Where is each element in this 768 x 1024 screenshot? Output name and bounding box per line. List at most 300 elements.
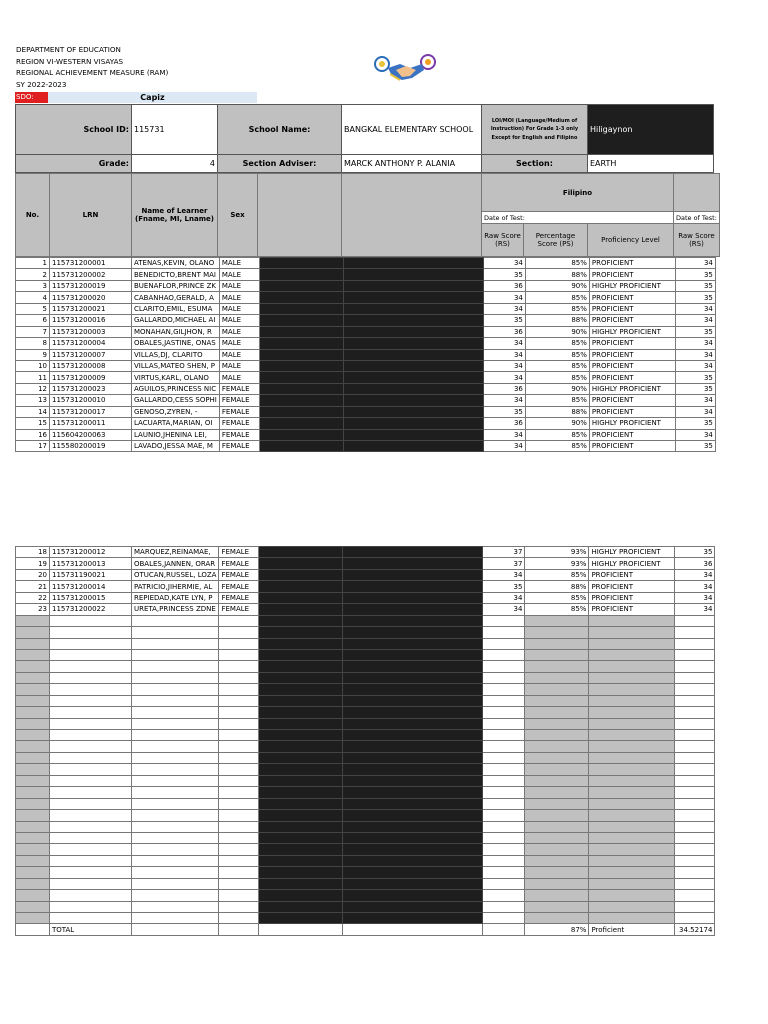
row-lrn[interactable]: [50, 764, 132, 775]
row-lrn[interactable]: [50, 878, 132, 889]
row-raw-score[interactable]: 36: [483, 326, 525, 337]
row-raw-score-2[interactable]: [675, 752, 715, 763]
row-raw-score[interactable]: 34: [483, 349, 525, 360]
row-raw-score[interactable]: [483, 775, 525, 786]
row-sex[interactable]: FEMALE: [219, 547, 259, 558]
row-lrn[interactable]: 115731200012: [50, 547, 132, 558]
row-lrn[interactable]: [50, 832, 132, 843]
row-sex[interactable]: [219, 890, 259, 901]
row-raw-score[interactable]: [483, 913, 525, 924]
row-lrn[interactable]: [50, 649, 132, 660]
row-raw-score[interactable]: [483, 730, 525, 741]
row-raw-score-2[interactable]: 35: [675, 547, 715, 558]
row-name[interactable]: GALLARDO,CESS SOPHI: [132, 395, 220, 406]
row-raw-score[interactable]: 35: [483, 269, 525, 280]
table-row: [16, 315, 716, 326]
row-lrn[interactable]: 115731200014: [50, 581, 132, 592]
row-sex[interactable]: FEMALE: [219, 558, 259, 569]
row-sex[interactable]: [219, 810, 259, 821]
row-raw-score[interactable]: [483, 695, 525, 706]
row-raw-score[interactable]: [483, 649, 525, 660]
row-lrn[interactable]: 115731200020: [50, 292, 132, 303]
row-raw-score-2[interactable]: [675, 649, 715, 660]
row-name[interactable]: [132, 844, 219, 855]
grade-value[interactable]: 4: [132, 155, 218, 173]
row-redacted-2: [343, 684, 483, 695]
sdo-value[interactable]: Capiz: [48, 92, 257, 103]
row-lrn[interactable]: 115731200001: [50, 258, 132, 269]
row-raw-score-2[interactable]: 34: [675, 429, 715, 440]
row-sex[interactable]: FEMALE: [219, 406, 259, 417]
row-lrn[interactable]: 115731200010: [50, 395, 132, 406]
empty-row: [16, 684, 715, 695]
row-name[interactable]: [132, 832, 219, 843]
row-sex[interactable]: MALE: [219, 292, 259, 303]
section-value[interactable]: EARTH: [588, 155, 714, 173]
empty-row: [16, 649, 715, 660]
row-redacted-1: [259, 418, 343, 429]
row-name[interactable]: [132, 764, 219, 775]
row-lrn[interactable]: 115731200015: [50, 592, 132, 603]
row-raw-score[interactable]: 37: [483, 558, 525, 569]
row-raw-score-2[interactable]: [675, 867, 715, 878]
row-redacted-2: [343, 832, 483, 843]
row-raw-score-2[interactable]: [675, 764, 715, 775]
empty-row: [16, 798, 715, 809]
row-raw-score-2[interactable]: 34: [675, 592, 715, 603]
row-raw-score-2[interactable]: 35: [675, 441, 715, 452]
row-raw-score[interactable]: [483, 821, 525, 832]
row-raw-score-2[interactable]: [675, 707, 715, 718]
row-raw-score-2[interactable]: [675, 684, 715, 695]
row-proficiency: HIGHLY PROFICIENT: [589, 418, 675, 429]
row-sex[interactable]: MALE: [219, 349, 259, 360]
row-percentage: 85%: [525, 429, 589, 440]
row-name[interactable]: GALLARDO,MICHAEL AI: [132, 315, 220, 326]
row-raw-score[interactable]: [483, 810, 525, 821]
row-raw-score-2[interactable]: 35: [675, 418, 715, 429]
row-redacted-2: [343, 787, 483, 798]
row-sex[interactable]: [219, 695, 259, 706]
row-lrn[interactable]: [50, 810, 132, 821]
row-name[interactable]: PATRICIO,JIHERMIE, AL: [132, 581, 219, 592]
row-name[interactable]: [132, 901, 219, 912]
row-raw-score[interactable]: 36: [483, 280, 525, 291]
row-raw-score-2[interactable]: 34: [675, 395, 715, 406]
row-sex[interactable]: [219, 821, 259, 832]
row-name[interactable]: VILLAS,MATEO SHEN, P: [132, 360, 220, 371]
row-lrn[interactable]: 115731200007: [50, 349, 132, 360]
row-raw-score[interactable]: [483, 844, 525, 855]
row-proficiency: [589, 913, 675, 924]
table-row: [16, 303, 716, 314]
row-name[interactable]: [132, 821, 219, 832]
row-raw-score[interactable]: [483, 672, 525, 683]
row-redacted-1: [259, 867, 343, 878]
row-lrn[interactable]: [50, 627, 132, 638]
row-name[interactable]: [132, 741, 219, 752]
row-lrn[interactable]: 115731200021: [50, 303, 132, 314]
row-name[interactable]: [132, 752, 219, 763]
row-sex[interactable]: [219, 775, 259, 786]
row-sex[interactable]: MALE: [219, 315, 259, 326]
row-lrn[interactable]: 115731200013: [50, 558, 132, 569]
row-percentage: [525, 741, 589, 752]
row-no: [16, 764, 50, 775]
row-redacted-2: [343, 349, 483, 360]
row-raw-score-2[interactable]: [675, 638, 715, 649]
row-name[interactable]: VILLAS,DJ, CLARITO: [132, 349, 220, 360]
row-sex[interactable]: [219, 707, 259, 718]
adviser-value[interactable]: MARCK ANTHONY P. ALANIA: [342, 155, 482, 173]
row-raw-score[interactable]: [483, 798, 525, 809]
row-sex[interactable]: [219, 661, 259, 672]
row-raw-score-2[interactable]: [675, 832, 715, 843]
row-raw-score-2[interactable]: 34: [675, 581, 715, 592]
row-lrn[interactable]: 115731200009: [50, 372, 132, 383]
row-sex[interactable]: MALE: [219, 303, 259, 314]
row-lrn[interactable]: [50, 672, 132, 683]
row-name[interactable]: [132, 878, 219, 889]
row-raw-score[interactable]: 36: [483, 418, 525, 429]
row-raw-score-2[interactable]: [675, 855, 715, 866]
row-name[interactable]: [132, 718, 219, 729]
row-lrn[interactable]: [50, 775, 132, 786]
row-raw-score[interactable]: 34: [483, 592, 525, 603]
row-raw-score-2[interactable]: 34: [675, 338, 715, 349]
row-lrn[interactable]: [50, 901, 132, 912]
row-lrn[interactable]: [50, 913, 132, 924]
row-raw-score[interactable]: 34: [483, 604, 525, 615]
row-lrn[interactable]: [50, 741, 132, 752]
row-lrn[interactable]: 115731200019: [50, 280, 132, 291]
row-sex[interactable]: [219, 878, 259, 889]
row-sex[interactable]: [219, 638, 259, 649]
row-sex[interactable]: [219, 615, 259, 626]
row-lrn[interactable]: [50, 695, 132, 706]
row-raw-score-2[interactable]: 34: [675, 258, 715, 269]
row-lrn[interactable]: 115731200002: [50, 269, 132, 280]
loi-value[interactable]: Hiligaynon: [588, 105, 714, 155]
total-blank-3: [259, 924, 343, 935]
row-sex[interactable]: [219, 844, 259, 855]
row-lrn[interactable]: [50, 890, 132, 901]
row-raw-score-2[interactable]: [675, 890, 715, 901]
row-raw-score[interactable]: 34: [483, 338, 525, 349]
row-name[interactable]: [132, 707, 219, 718]
empty-row: [16, 752, 715, 763]
row-lrn[interactable]: 115604200063: [50, 429, 132, 440]
row-raw-score-2[interactable]: [675, 878, 715, 889]
row-lrn[interactable]: [50, 638, 132, 649]
row-lrn[interactable]: [50, 821, 132, 832]
row-name[interactable]: [132, 730, 219, 741]
row-raw-score[interactable]: [483, 661, 525, 672]
row-sex[interactable]: MALE: [219, 338, 259, 349]
row-name[interactable]: AGUILOS,PRINCESS NIC: [132, 383, 220, 394]
row-name[interactable]: OBALES,JANNEN, ORAR: [132, 558, 219, 569]
row-sex[interactable]: MALE: [219, 372, 259, 383]
row-name[interactable]: LAUNIO,JHENINA LEI,: [132, 429, 220, 440]
row-name[interactable]: [132, 684, 219, 695]
row-lrn[interactable]: [50, 718, 132, 729]
row-sex[interactable]: [219, 741, 259, 752]
row-raw-score-2[interactable]: [675, 844, 715, 855]
row-raw-score[interactable]: 34: [483, 360, 525, 371]
row-lrn[interactable]: 115731200022: [50, 604, 132, 615]
row-raw-score[interactable]: [483, 764, 525, 775]
row-sex[interactable]: FEMALE: [219, 395, 259, 406]
row-name[interactable]: LACUARTA,MARIAN, OI: [132, 418, 220, 429]
row-lrn[interactable]: [50, 615, 132, 626]
row-redacted-1: [259, 707, 343, 718]
row-name[interactable]: [132, 913, 219, 924]
row-no: [16, 730, 50, 741]
row-raw-score[interactable]: 34: [483, 303, 525, 314]
row-raw-score-2[interactable]: [675, 730, 715, 741]
row-raw-score[interactable]: 37: [483, 547, 525, 558]
row-lrn[interactable]: [50, 798, 132, 809]
row-name[interactable]: URETA,PRINCESS ZDNE: [132, 604, 219, 615]
row-sex[interactable]: MALE: [219, 280, 259, 291]
row-sex[interactable]: [219, 913, 259, 924]
row-sex[interactable]: [219, 718, 259, 729]
row-name[interactable]: [132, 855, 219, 866]
row-raw-score-2[interactable]: 34: [675, 360, 715, 371]
row-raw-score-2[interactable]: 35: [675, 372, 715, 383]
row-sex[interactable]: FEMALE: [219, 581, 259, 592]
row-name[interactable]: VIRTUS,KARL, OLANO: [132, 372, 220, 383]
row-name[interactable]: MONAHAN,GILJHON, R: [132, 326, 220, 337]
row-lrn[interactable]: 115731200023: [50, 383, 132, 394]
row-name[interactable]: BUENAFLOR,PRINCE ZK: [132, 280, 220, 291]
row-proficiency: PROFICIENT: [589, 372, 675, 383]
row-sex[interactable]: [219, 787, 259, 798]
row-raw-score-2[interactable]: [675, 821, 715, 832]
row-proficiency: [589, 672, 675, 683]
row-lrn[interactable]: [50, 867, 132, 878]
row-lrn[interactable]: 115731200003: [50, 326, 132, 337]
row-raw-score-2[interactable]: 34: [675, 315, 715, 326]
row-raw-score-2[interactable]: 34: [675, 303, 715, 314]
row-name[interactable]: REPIEDAD,KATE LYN, P: [132, 592, 219, 603]
empty-row: [16, 672, 715, 683]
row-name[interactable]: BENEDICTO,BRENT MAI: [132, 269, 220, 280]
row-lrn[interactable]: [50, 787, 132, 798]
row-name[interactable]: LAVADO,JESSA MAE, M: [132, 441, 220, 452]
row-name[interactable]: MARQUEZ,REINAMAE,: [132, 547, 219, 558]
row-sex[interactable]: [219, 627, 259, 638]
row-sex[interactable]: [219, 764, 259, 775]
row-name[interactable]: [132, 890, 219, 901]
row-raw-score[interactable]: [483, 741, 525, 752]
row-raw-score[interactable]: [483, 878, 525, 889]
row-raw-score[interactable]: [483, 707, 525, 718]
row-name[interactable]: [132, 649, 219, 660]
sdo-row: [15, 92, 257, 103]
row-sex[interactable]: [219, 855, 259, 866]
row-sex[interactable]: FEMALE: [219, 592, 259, 603]
row-raw-score[interactable]: [483, 615, 525, 626]
row-raw-score[interactable]: 35: [483, 315, 525, 326]
empty-row: [16, 890, 715, 901]
row-sex[interactable]: [219, 684, 259, 695]
row-name[interactable]: [132, 627, 219, 638]
row-name[interactable]: [132, 867, 219, 878]
row-raw-score-2[interactable]: [675, 798, 715, 809]
row-raw-score[interactable]: 35: [483, 581, 525, 592]
row-lrn[interactable]: 115731200011: [50, 418, 132, 429]
row-sex[interactable]: [219, 672, 259, 683]
row-name[interactable]: [132, 775, 219, 786]
row-raw-score[interactable]: [483, 752, 525, 763]
row-raw-score-2[interactable]: [675, 695, 715, 706]
row-sex[interactable]: [219, 798, 259, 809]
row-no: [16, 672, 50, 683]
row-raw-score[interactable]: 35: [483, 406, 525, 417]
row-raw-score[interactable]: [483, 867, 525, 878]
row-name[interactable]: OTUCAN,RUSSEL, LOZA: [132, 569, 219, 580]
row-lrn[interactable]: [50, 730, 132, 741]
row-raw-score[interactable]: [483, 787, 525, 798]
row-sex[interactable]: FEMALE: [219, 429, 259, 440]
row-raw-score[interactable]: 34: [483, 441, 525, 452]
row-raw-score-2[interactable]: 35: [675, 383, 715, 394]
row-raw-score-2[interactable]: 34: [675, 604, 715, 615]
row-lrn[interactable]: [50, 684, 132, 695]
row-name[interactable]: CABANHAO,GERALD, A: [132, 292, 220, 303]
row-no: [16, 798, 50, 809]
row-name[interactable]: [132, 661, 219, 672]
row-sex[interactable]: FEMALE: [219, 383, 259, 394]
row-name[interactable]: [132, 810, 219, 821]
row-lrn[interactable]: 115731200017: [50, 406, 132, 417]
row-raw-score-2[interactable]: 34: [675, 569, 715, 580]
row-raw-score[interactable]: 34: [483, 372, 525, 383]
row-name[interactable]: CLARITO,EMIL, ESUMA: [132, 303, 220, 314]
row-name[interactable]: [132, 787, 219, 798]
row-name[interactable]: OBALES,JASTINE, ONAS: [132, 338, 220, 349]
row-name[interactable]: [132, 695, 219, 706]
row-sex[interactable]: [219, 832, 259, 843]
row-lrn[interactable]: 115731190021: [50, 569, 132, 580]
row-raw-score[interactable]: [483, 638, 525, 649]
row-redacted-1: [259, 661, 343, 672]
row-raw-score[interactable]: [483, 718, 525, 729]
row-sex[interactable]: [219, 867, 259, 878]
row-raw-score[interactable]: 34: [483, 292, 525, 303]
row-redacted-1: [259, 764, 343, 775]
row-raw-score-2[interactable]: [675, 810, 715, 821]
row-proficiency: PROFICIENT: [589, 338, 675, 349]
row-raw-score[interactable]: [483, 901, 525, 912]
row-sex[interactable]: FEMALE: [219, 569, 259, 580]
row-raw-score-2[interactable]: [675, 627, 715, 638]
row-lrn[interactable]: 115731200004: [50, 338, 132, 349]
row-raw-score-2[interactable]: 35: [675, 292, 715, 303]
row-raw-score[interactable]: 34: [483, 569, 525, 580]
row-lrn[interactable]: [50, 661, 132, 672]
row-raw-score-2[interactable]: 34: [675, 349, 715, 360]
date-of-test-2[interactable]: Date of Test:: [674, 212, 720, 224]
row-lrn[interactable]: 115731200008: [50, 360, 132, 371]
row-lrn[interactable]: 115580200019: [50, 441, 132, 452]
row-no: 4: [16, 292, 50, 303]
row-lrn[interactable]: 115731200016: [50, 315, 132, 326]
row-sex[interactable]: FEMALE: [219, 604, 259, 615]
row-name[interactable]: [132, 672, 219, 683]
table-row: [16, 406, 716, 417]
row-raw-score-2[interactable]: 34: [675, 406, 715, 417]
row-raw-score[interactable]: 34: [483, 395, 525, 406]
row-proficiency: PROFICIENT: [589, 360, 675, 371]
row-raw-score-2[interactable]: 35: [675, 280, 715, 291]
row-sex[interactable]: MALE: [219, 360, 259, 371]
row-lrn[interactable]: [50, 707, 132, 718]
row-raw-score-2[interactable]: [675, 718, 715, 729]
row-percentage: 88%: [525, 406, 589, 417]
row-raw-score-2[interactable]: [675, 787, 715, 798]
row-raw-score-2[interactable]: [675, 913, 715, 924]
row-name[interactable]: [132, 615, 219, 626]
school-id-value[interactable]: 115731: [132, 105, 218, 155]
row-lrn[interactable]: [50, 855, 132, 866]
row-raw-score-2[interactable]: 35: [675, 269, 715, 280]
row-raw-score[interactable]: [483, 832, 525, 843]
row-name[interactable]: [132, 638, 219, 649]
row-raw-score[interactable]: 36: [483, 383, 525, 394]
row-raw-score[interactable]: 34: [483, 258, 525, 269]
row-no: [16, 810, 50, 821]
row-raw-score[interactable]: [483, 627, 525, 638]
row-redacted-2: [343, 258, 483, 269]
row-redacted-1: [259, 684, 343, 695]
row-raw-score-2[interactable]: 35: [675, 326, 715, 337]
row-name[interactable]: GENOSO,ZYREN, -: [132, 406, 220, 417]
row-sex[interactable]: [219, 649, 259, 660]
row-raw-score-2[interactable]: 36: [675, 558, 715, 569]
row-sex[interactable]: MALE: [219, 326, 259, 337]
row-raw-score[interactable]: [483, 684, 525, 695]
row-raw-score-2[interactable]: [675, 615, 715, 626]
row-raw-score[interactable]: [483, 890, 525, 901]
row-raw-score-2[interactable]: [675, 741, 715, 752]
row-no: 22: [16, 592, 50, 603]
row-raw-score-2[interactable]: [675, 901, 715, 912]
row-name[interactable]: [132, 798, 219, 809]
row-sex[interactable]: [219, 730, 259, 741]
row-raw-score-2[interactable]: [675, 672, 715, 683]
row-raw-score-2[interactable]: [675, 775, 715, 786]
row-raw-score-2[interactable]: [675, 661, 715, 672]
row-sex[interactable]: FEMALE: [219, 418, 259, 429]
table-row: [16, 441, 716, 452]
row-sex[interactable]: MALE: [219, 269, 259, 280]
row-lrn[interactable]: [50, 844, 132, 855]
date-of-test[interactable]: Date of Test:: [482, 212, 674, 224]
row-raw-score[interactable]: [483, 855, 525, 866]
row-raw-score[interactable]: 34: [483, 429, 525, 440]
empty-row: [16, 787, 715, 798]
row-sex[interactable]: FEMALE: [219, 441, 259, 452]
row-lrn[interactable]: [50, 752, 132, 763]
row-sex[interactable]: MALE: [219, 258, 259, 269]
school-name-value[interactable]: BANGKAL ELEMENTARY SCHOOL: [342, 105, 482, 155]
row-sex[interactable]: [219, 901, 259, 912]
row-sex[interactable]: [219, 752, 259, 763]
row-name[interactable]: ATENAS,KEVIN, OLANO: [132, 258, 220, 269]
row-no: [16, 855, 50, 866]
